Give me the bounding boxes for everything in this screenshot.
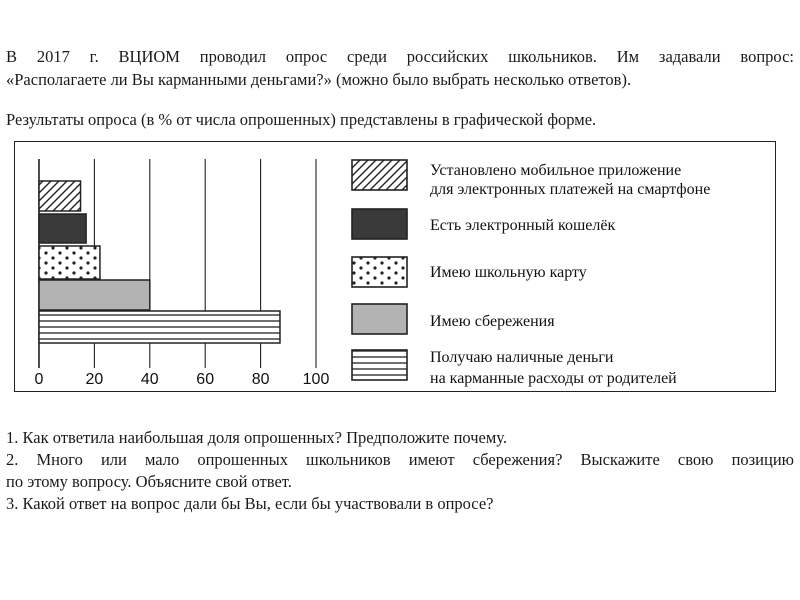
tick-label-40: 40	[140, 371, 159, 388]
legend-label: Получаю наличные деньги	[430, 349, 614, 366]
legend-label: Установлено мобильное приложение	[430, 162, 682, 179]
question-1: 1. Как ответила наибольшая доля опрошенных? Предположите почему.	[6, 428, 508, 447]
results-sentence: Результаты опроса (в % от числа опрошенных) представлены в графической форме.	[6, 110, 597, 129]
question-2-line-1: 2. Много или мало опрошенных школьников имеют сбережения? Выскажите свою позицию	[6, 450, 794, 469]
tick-label-100: 100	[302, 371, 330, 388]
tick-label-20: 20	[85, 371, 104, 388]
legend-label: Имею школьную карту	[430, 264, 587, 281]
legend-label: Имею сбережения	[430, 313, 555, 330]
legend-label: Есть электронный кошелёк	[430, 217, 616, 234]
tick-label-80: 80	[251, 371, 270, 388]
legend-label: на карманные расходы от родителей	[430, 370, 677, 387]
question-2-line-2: по этому вопросу. Объясните свой ответ.	[6, 472, 292, 491]
tick-label-60: 60	[196, 371, 215, 388]
tick-label-0: 0	[34, 371, 44, 388]
intro-line-1: В 2017 г. ВЦИОМ проводил опрос среди российских школьников. Им задавали вопрос:	[6, 47, 794, 66]
legend-label: для электронных платежей на смартфоне	[430, 181, 711, 198]
chart-frame	[14, 141, 776, 392]
question-3: 3. Какой ответ на вопрос дали бы Вы, если бы участвовали в опросе?	[6, 494, 494, 513]
intro-line-2: «Располагаете ли Вы карманными деньгами?» (можно было выбрать несколько ответов).	[6, 70, 632, 89]
